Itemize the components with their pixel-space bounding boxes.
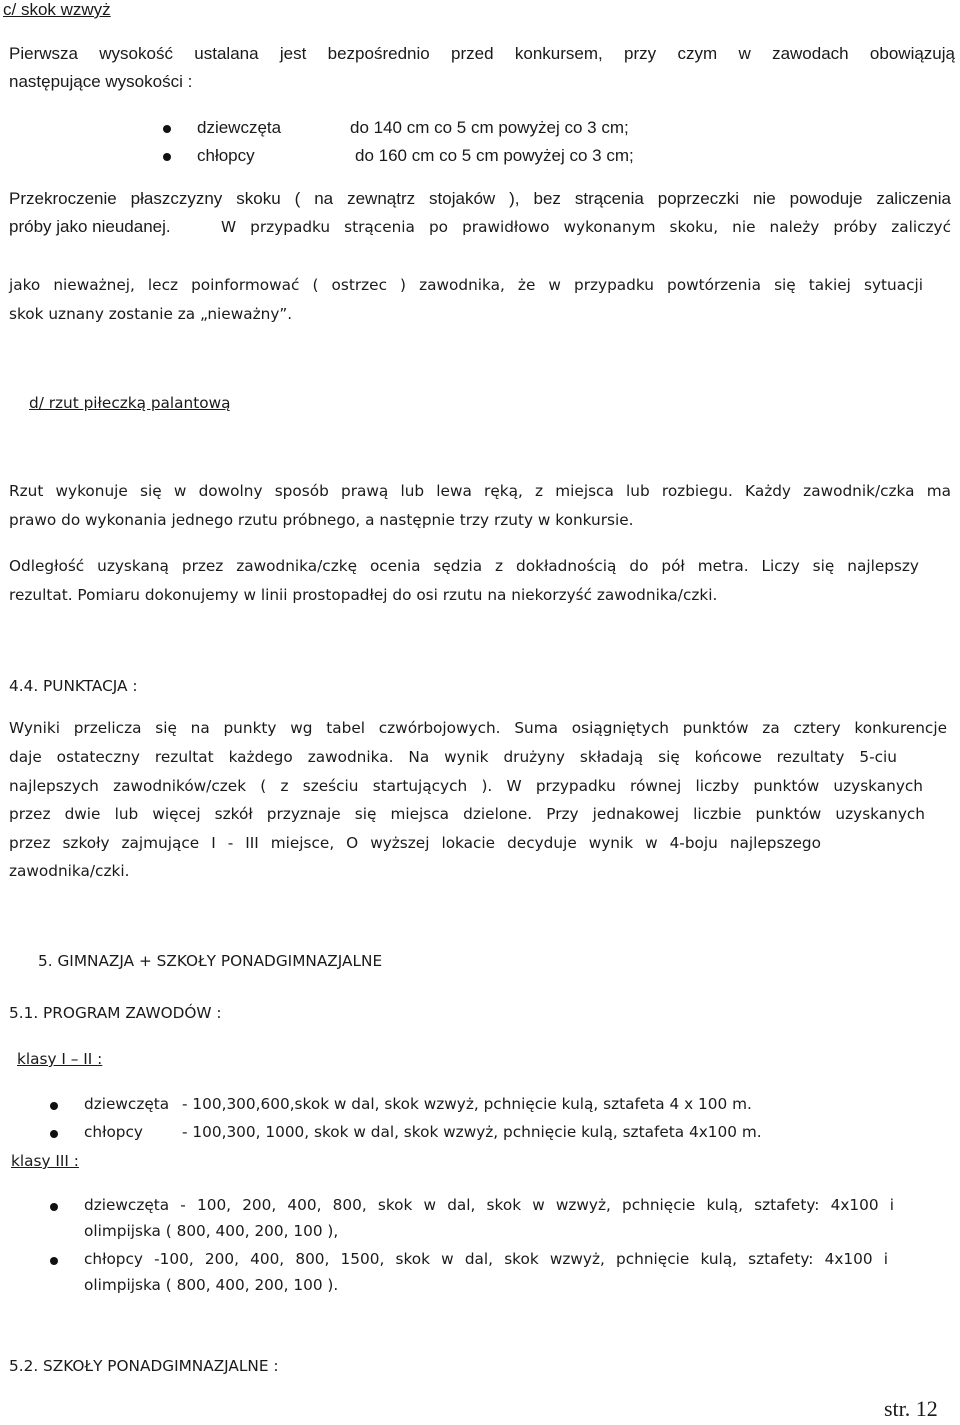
section-d-p1-line2: prawo do wykonania jednego rzutu próbnego, a następnie trzy rzuty w konkursie. xyxy=(9,511,634,529)
section-44-line: zawodnika/czki. xyxy=(9,862,130,880)
section-44-line: Wyniki przelicza się na punkty wg tabel czwórbojowych. Suma osiągniętych punktów za cztery konkurencje xyxy=(9,719,947,737)
bullet-icon xyxy=(50,1203,58,1211)
section-c-intro-line2: następujące wysokości : xyxy=(9,72,193,91)
section-d-p2-line1: Odległość uzyskaną przez zawodnika/czkę ocenia sędzia z dokładnością do pół metra. Liczy się najlepszy xyxy=(9,557,919,575)
klasy-1-2-group-girls: dziewczęta xyxy=(84,1095,170,1113)
section-44-line: przez szkoły zajmujące I - III miejsce, O wyższej lokacie decyduje wynik w 4-boju najlepszego xyxy=(9,834,821,852)
section-52-heading: 5.2. SZKOŁY PONADGIMNAZJALNE : xyxy=(9,1357,279,1375)
klasy-3-boys-line2: olimpijska ( 800, 400, 200, 100 ). xyxy=(84,1276,339,1294)
section-c-p2-line2a: próby jako nieudanej. xyxy=(9,217,171,236)
section-51-heading: 5.1. PROGRAM ZAWODÓW : xyxy=(9,1004,222,1022)
klasy-1-2-label: klasy I – II : xyxy=(17,1050,103,1068)
heights-group-boys: chłopcy xyxy=(197,146,255,165)
section-c-intro-line1: Pierwsza wysokość ustalana jest bezpośrednio przed konkursem, przy czym w zawodach obowiązują xyxy=(9,44,955,63)
heights-group-girls: dziewczęta xyxy=(197,118,282,137)
section-d-p1-line1: Rzut wykonuje się w dowolny sposób prawą lub lewa ręką, z miejsca lub rozbiegu. Każdy zawodnik/czka ma xyxy=(9,482,951,500)
klasy-3-label: klasy III : xyxy=(11,1152,79,1170)
klasy-1-2-text-girls: - 100,300,600,skok w dal, skok wzwyż, pchnięcie kulą, sztafeta 4 x 100 m. xyxy=(182,1095,752,1113)
klasy-3-boys-line1: chłopcy -100, 200, 400, 800, 1500, skok w dal, skok wzwyż, pchnięcie kulą, sztafety: 4x100 i xyxy=(84,1250,888,1268)
klasy-1-2-group-boys: chłopcy xyxy=(84,1123,143,1141)
bullet-icon xyxy=(50,1257,58,1265)
klasy-3-girls-line2: olimpijska ( 800, 400, 200, 100 ), xyxy=(84,1222,339,1240)
section-c-p2-line2 xyxy=(9,217,951,237)
heights-rule-girls: do 140 cm co 5 cm powyżej co 3 cm; xyxy=(350,118,629,137)
section-44-line: najlepszych zawodników/czek ( z sześciu startujących ). W przypadku równej liczby punktów uzyskanych xyxy=(9,777,923,795)
bullet-icon xyxy=(50,1130,58,1138)
bullet-icon xyxy=(50,1102,58,1110)
section-d-heading: d/ rzut piłeczką palantową xyxy=(29,394,231,412)
section-c-p2-line3: jako nieważnej, lecz poinformować ( ostrzec ) zawodnika, że w przypadku powtórzenia się takiej sytuacji xyxy=(9,276,923,294)
section-c-p2-line1: Przekroczenie płaszczyzny skoku ( na zewnątrz stojaków ), bez strącenia poprzeczki nie powoduje zaliczenia xyxy=(9,189,951,208)
bullet-icon xyxy=(163,153,171,161)
klasy-3-girls-line1: dziewczęta - 100, 200, 400, 800, skok w dal, skok w wzwyż, pchnięcie kulą, sztafety: 4x100 i xyxy=(84,1196,894,1214)
page-number: str. 12 xyxy=(884,1396,938,1421)
section-c-p2-line2b: W przypadku strącenia po prawidłowo wykonanym skoku, nie należy próby zaliczyć xyxy=(221,218,951,236)
section-44-line: przez dwie lub więcej szkół przyznaje się miejsca dzielone. Przy jednakowej liczbie punktów uzyskanych xyxy=(9,805,925,823)
bullet-icon xyxy=(163,125,171,133)
section-c-heading: c/ skok wzwyż xyxy=(3,0,111,19)
section-44-line: daje ostateczny rezultat każdego zawodnika. Na wynik drużyny składają się końcowe rezultaty 5-ciu xyxy=(9,748,897,766)
section-5-heading: 5. GIMNAZJA + SZKOŁY PONADGIMNAZJALNE xyxy=(38,952,383,970)
section-44-heading: 4.4. PUNKTACJA : xyxy=(9,677,138,695)
klasy-1-2-text-boys: - 100,300, 1000, skok w dal, skok wzwyż, pchnięcie kulą, sztafeta 4x100 m. xyxy=(182,1123,762,1141)
heights-rule-boys: do 160 cm co 5 cm powyżej co 3 cm; xyxy=(355,146,634,165)
section-d-p2-line2: rezultat. Pomiaru dokonujemy w linii prostopadłej do osi rzutu na niekorzyść zawodnika/czki. xyxy=(9,586,718,604)
section-c-p2-line4: skok uznany zostanie za „nieważny”. xyxy=(9,305,293,323)
